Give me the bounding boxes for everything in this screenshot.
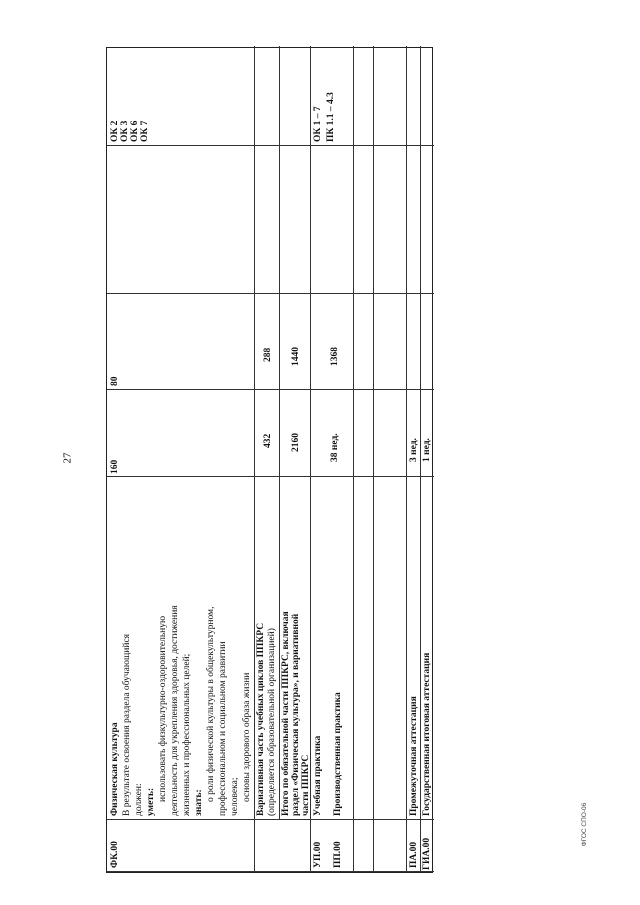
row-text-line: использовать физкультурно-оздоровительную xyxy=(158,615,168,802)
grid-line xyxy=(107,819,434,820)
class-load-value: 1368 xyxy=(330,347,340,366)
class-load-value: 1440 xyxy=(291,347,301,366)
row-title: Итого по обязательной части ППКРС, включая xyxy=(281,611,291,816)
row-title: Производственная практика xyxy=(333,692,343,816)
max-load-value: 432 xyxy=(263,433,273,448)
grid-line xyxy=(107,389,434,390)
grid-line xyxy=(107,293,434,294)
competence-item: ОК 6 xyxy=(130,120,140,142)
row-text-line: профессиональном и социальном развитии xyxy=(218,641,228,816)
row-code: ПП.00 xyxy=(333,841,343,868)
competence-item: ОК 3 xyxy=(120,120,130,142)
max-load-value: 2160 xyxy=(291,433,301,452)
row-title: части ППКРС xyxy=(301,754,311,816)
page-number: 27 xyxy=(61,452,74,464)
class-load-value: 80 xyxy=(110,376,120,386)
grid-line xyxy=(107,871,434,872)
row-code: УП.00 xyxy=(313,841,323,868)
row-text-line: основы здорового образа жизни xyxy=(242,672,252,802)
row-title: Учебная практика xyxy=(313,735,323,816)
row-title: Промежуточная аттестация xyxy=(409,696,419,816)
grid-line xyxy=(107,476,434,477)
row-code: ФК.00 xyxy=(110,841,120,868)
row-separator xyxy=(310,46,311,872)
row-text-line: В результате освоения раздела обучающийся xyxy=(122,633,132,816)
row-separator xyxy=(406,46,407,872)
weeks-value: 38 нед. xyxy=(330,433,340,462)
row-title: Государственная итоговая аттестация xyxy=(422,652,432,816)
max-load-value: 160 xyxy=(110,459,120,474)
row-title: Вариативная часть учебных циклов ППКРС xyxy=(256,622,266,816)
row-title: раздел «Физическая культура», и вариативной xyxy=(291,613,301,816)
row-title: (определяется образовательной организацией) xyxy=(267,628,277,816)
competence-item: ОК 7 xyxy=(140,120,150,142)
curriculum-table-wrapper xyxy=(106,47,433,873)
row-title: Физическая культура xyxy=(110,722,120,816)
row-text-line: должен: xyxy=(134,783,144,816)
row-text-line: деятельность для укрепления здоровья, достижения xyxy=(170,605,180,816)
class-load-value: 288 xyxy=(263,347,273,362)
row-code: ПА.00 xyxy=(409,841,419,868)
footer-label: ФГОС СПО-06 xyxy=(581,802,589,847)
grid-line xyxy=(107,145,434,146)
weeks-value: 1 нед. xyxy=(422,438,432,462)
row-text-line: знать: xyxy=(194,789,204,816)
competence-item: ОК 1 – 7 xyxy=(313,106,323,142)
competence-item: ПК 1.1 – 4.3 xyxy=(326,92,336,142)
row-text-line: человека; xyxy=(230,777,240,816)
row-text-line: о роли физической культуры в общекультурном, xyxy=(206,606,216,802)
row-text-line: жизненных и профессиональных целей; xyxy=(182,653,192,816)
row-separator xyxy=(353,46,354,872)
row-text-line: уметь: xyxy=(146,787,156,816)
competence-item: ОК 2 xyxy=(110,120,120,142)
curriculum-table xyxy=(106,47,433,873)
row-separator xyxy=(373,46,374,872)
row-code: ГИА.00 xyxy=(422,837,432,870)
weeks-value: 3 нед. xyxy=(409,438,419,462)
